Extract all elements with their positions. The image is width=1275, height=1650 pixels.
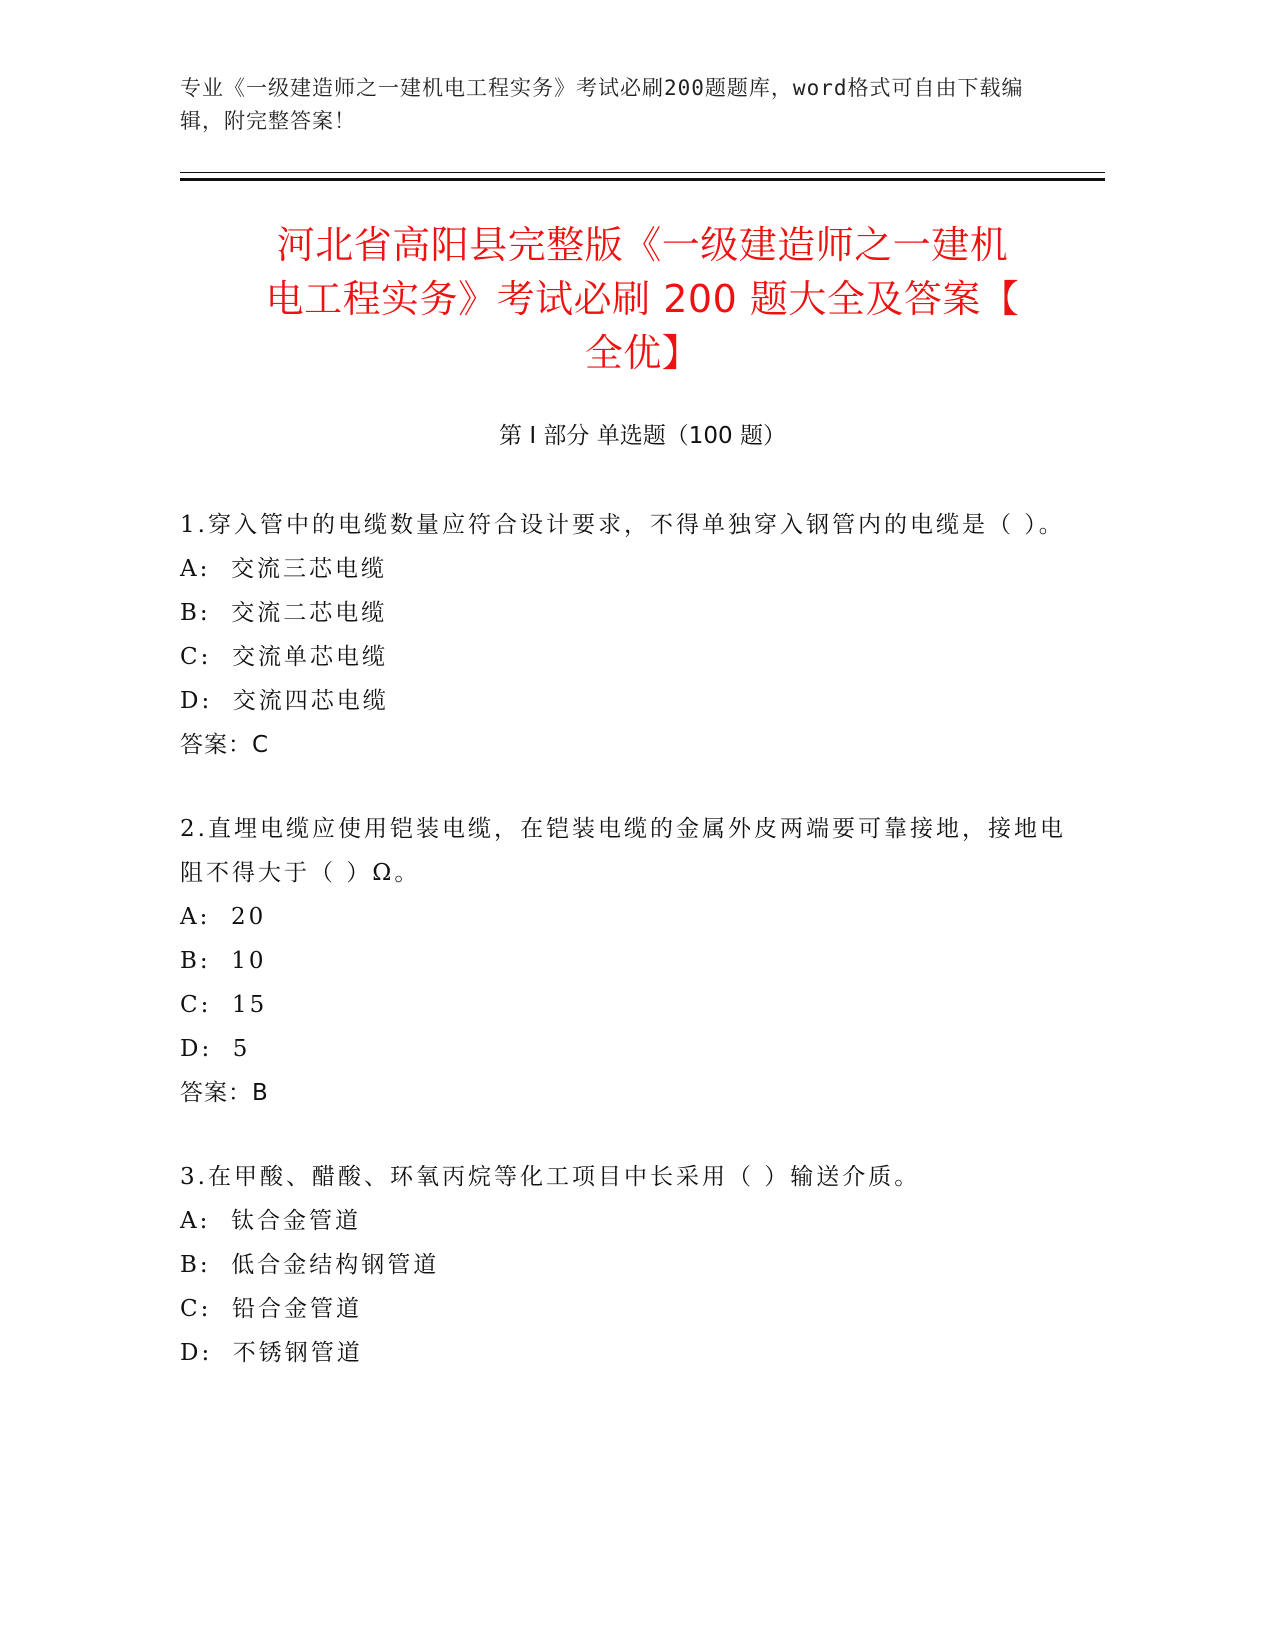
question-stem: 1.穿入管中的电缆数量应符合设计要求，不得单独穿入钢管内的电缆是（ ）。 <box>180 512 1065 538</box>
option-a: A: 交流三芯电缆 <box>180 556 387 582</box>
answer: 答案：C <box>180 732 270 758</box>
question-stem: 3.在甲酸、醋酸、环氧丙烷等化工项目中长采用（ ）输送介质。 <box>180 1164 921 1190</box>
option-d: D: 不锈钢管道 <box>180 1340 363 1366</box>
header-note: 专业《一级建造师之一建机电工程实务》考试必刷200题题库，word格式可自由下载编辑，附完整答案！ <box>180 76 1024 133</box>
option-b: B: 交流二芯电缆 <box>180 600 388 626</box>
option-d: D: 5 <box>180 1036 251 1062</box>
question-stem: 2.直埋电缆应使用铠装电缆，在铠装电缆的金属外皮两端要可靠接地，接地电阻不得大于（ ）Ω。 <box>180 816 1066 886</box>
option-c: C: 交流单芯电缆 <box>180 644 388 670</box>
title-line-2: 电工程实务》考试必刷 200 题大全及答案【 <box>265 277 1020 321</box>
question-list <box>180 503 1080 1415</box>
option-c: C: 铅合金管道 <box>180 1296 362 1322</box>
option-d: D: 交流四芯电缆 <box>180 688 389 714</box>
answer: 答案：B <box>180 1080 269 1106</box>
header-divider-thin <box>180 172 1105 173</box>
header-divider-thick <box>180 178 1105 181</box>
title-line-1: 河北省高阳县完整版《一级建造师之一建机 <box>276 223 1009 267</box>
question-1 <box>180 503 1080 767</box>
option-b: B: 低合金结构钢管道 <box>180 1252 440 1278</box>
option-b: B: 10 <box>180 948 267 974</box>
option-a: A: 20 <box>180 904 267 930</box>
option-c: C: 15 <box>180 992 268 1018</box>
title-line-3: 全优】 <box>584 331 701 375</box>
document-title <box>180 218 1105 380</box>
section-title: 第 I 部分 单选题（100 题） <box>499 423 786 449</box>
option-a: A: 钛合金管道 <box>180 1208 361 1234</box>
question-3 <box>180 1155 1080 1375</box>
question-2 <box>180 807 1080 1115</box>
